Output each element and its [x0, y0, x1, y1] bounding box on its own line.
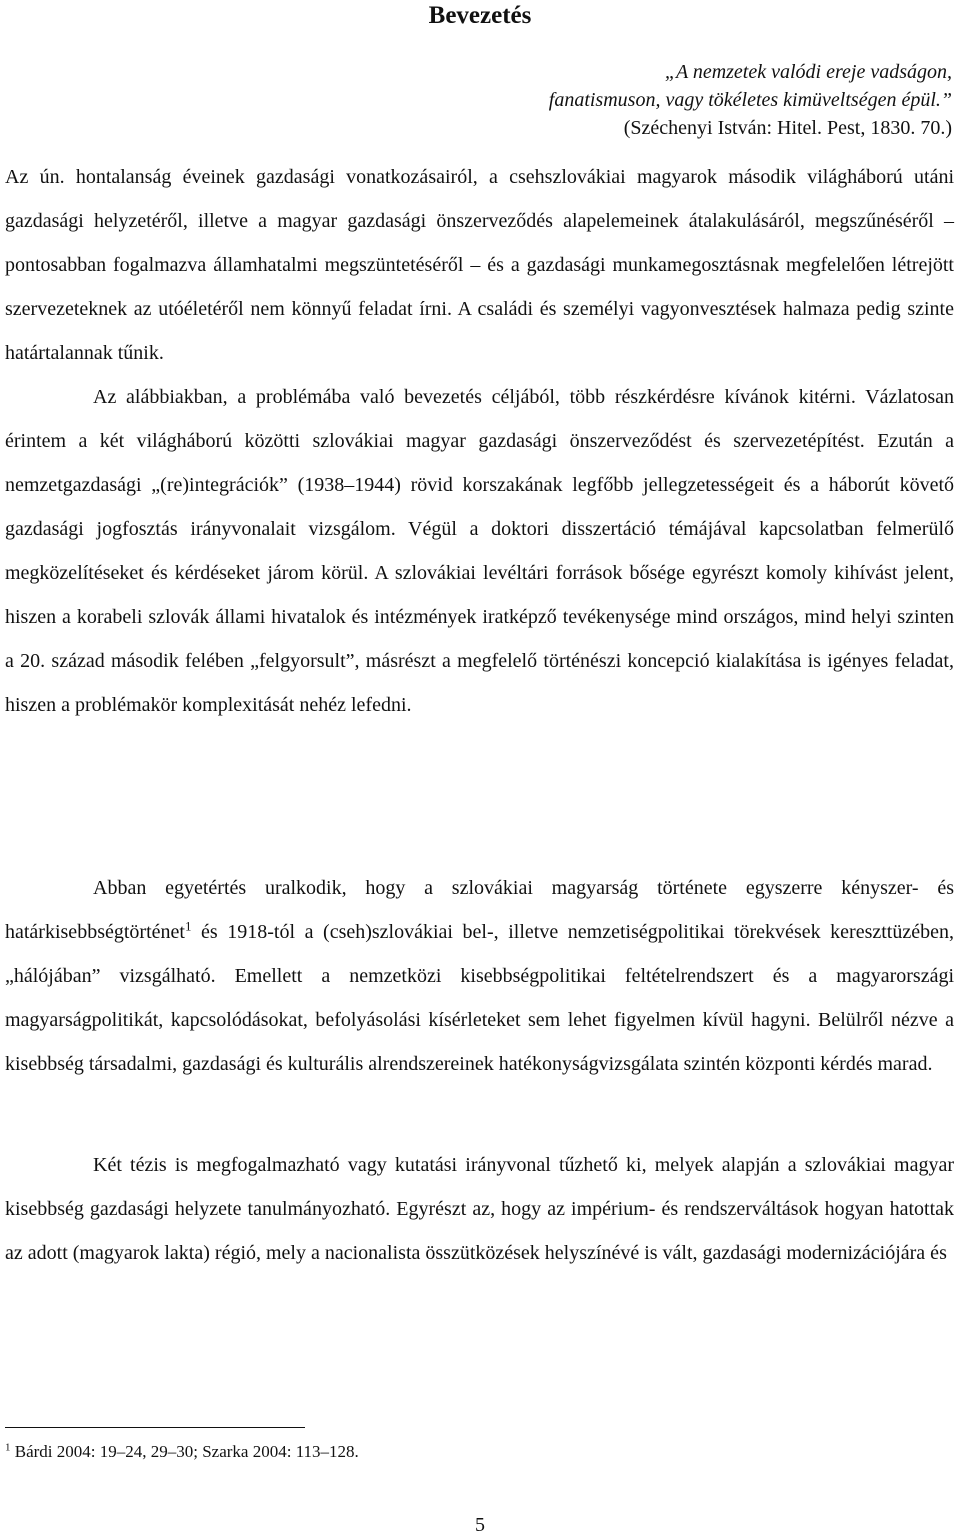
body-text-block-2	[5, 866, 954, 1086]
body-text-block-3	[5, 1143, 954, 1275]
footnote	[5, 1440, 359, 1464]
paragraph-3	[5, 866, 954, 1086]
paragraph-3-text-end: és 1918-tól a (cseh)szlovákiai bel-, illetve nemzetiségpolitikai törekvések kereszttüzében, „hálójában” vizsgálható. Emellett a nemzetközi kisebbségpolitikai feltételrendszert és a magyarországi magyarságpolitikát, kapcsolódásokat, befolyásolási kísérleteket sem lehet figyelmen kívül hagyni. Belülről nézve a kisebbség társadalmi, gazdasági és kulturális alrendszereinek hatékonyságvizsgálata szintén központi kérdés marad.	[5, 921, 954, 1075]
footnote-separator	[5, 1427, 305, 1428]
paragraph-2: Az alábbiakban, a problémába való bevezetés céljából, több részkérdésre kívánok kitérni. Vázlatosan érintem a két világháború közötti szlovákiai magyar gazdasági önszerveződést és szervezetépítést. Ezután a nemzetgazdasági „(re)integrációk” (1938–1944) rövid korszakának legfőbb jellegzetességeit és a háborút követő gazdasági jogfosztás irányvonalait vizsgálom. Végül a doktori disszertáció témájával kapcsolatban felmerülő megközelítéseket és kérdéseket járom körül. A szlovákiai levéltári források bősége egyrészt komoly kihívást jelent, hiszen a korabeli szlovák állami hivatalok és intézmények iratképző tevékenysége mind országos, mind helyi szinten a 20. század második felében „felgyorsult”, másrészt a megfelelő történészi koncepció kialakítása is igényes feladat, hiszen a problémakör komplexitását nehéz lefedni.	[5, 386, 954, 716]
footnote-text: Bárdi 2004: 19–24, 29–30; Szarka 2004: 113–128.	[10, 1442, 359, 1461]
footnote-reference[interactable]: 1	[184, 918, 192, 934]
paragraph-1: Az ún. hontalanság éveinek gazdasági vonatkozásairól, a csehszlovákiai magyarok második világháború utáni gazdasági helyzetéről, illetve a magyar gazdasági önszerveződés alapelemeinek átalakulásáról, megszűnéséről – pontosabban fogalmazva államhatalmi megszüntetéséről – és a gazdasági munkamegosztásnak megfelelően létrejött szervezeteknek az utóéletéről nem könnyű feladat írni. A családi és személyi vagyonvesztések halmaza pedig szinte határtalannak tűnik.	[5, 166, 954, 364]
page-number: 5	[475, 1514, 485, 1536]
body-text-block-1	[5, 155, 954, 727]
motto-source: (Széchenyi István: Hitel. Pest, 1830. 70.)	[623, 117, 952, 139]
motto-line-1: „A nemzetek valódi ereje vadságon,	[664, 61, 952, 83]
paragraph-4: Két tézis is megfogalmazható vagy kutatási irányvonal tűzhető ki, melyek alapján a szlovákiai magyar kisebbség gazdasági helyzete tanulmányozható. Egyrészt az, hogy az impérium- és rendszerváltások hogyan hatottak az adott (magyarok lakta) régió, mely a nacionalista összütközések helyszínévé is vált, gazdasági modernizációjára és	[5, 1154, 954, 1264]
motto	[549, 58, 952, 142]
footnote-marker: 1	[5, 1441, 11, 1454]
paragraph-3-text-start: Abban egyetértés uralkodik, hogy a szlovákiai magyarság története egyszerre kényszer- és határkisebbségtörténet	[5, 877, 954, 943]
motto-line-2: fanatismuson, vagy tökéletes kimüveltségen épül.”	[548, 89, 952, 111]
chapter-title: Bevezetés	[428, 2, 532, 29]
